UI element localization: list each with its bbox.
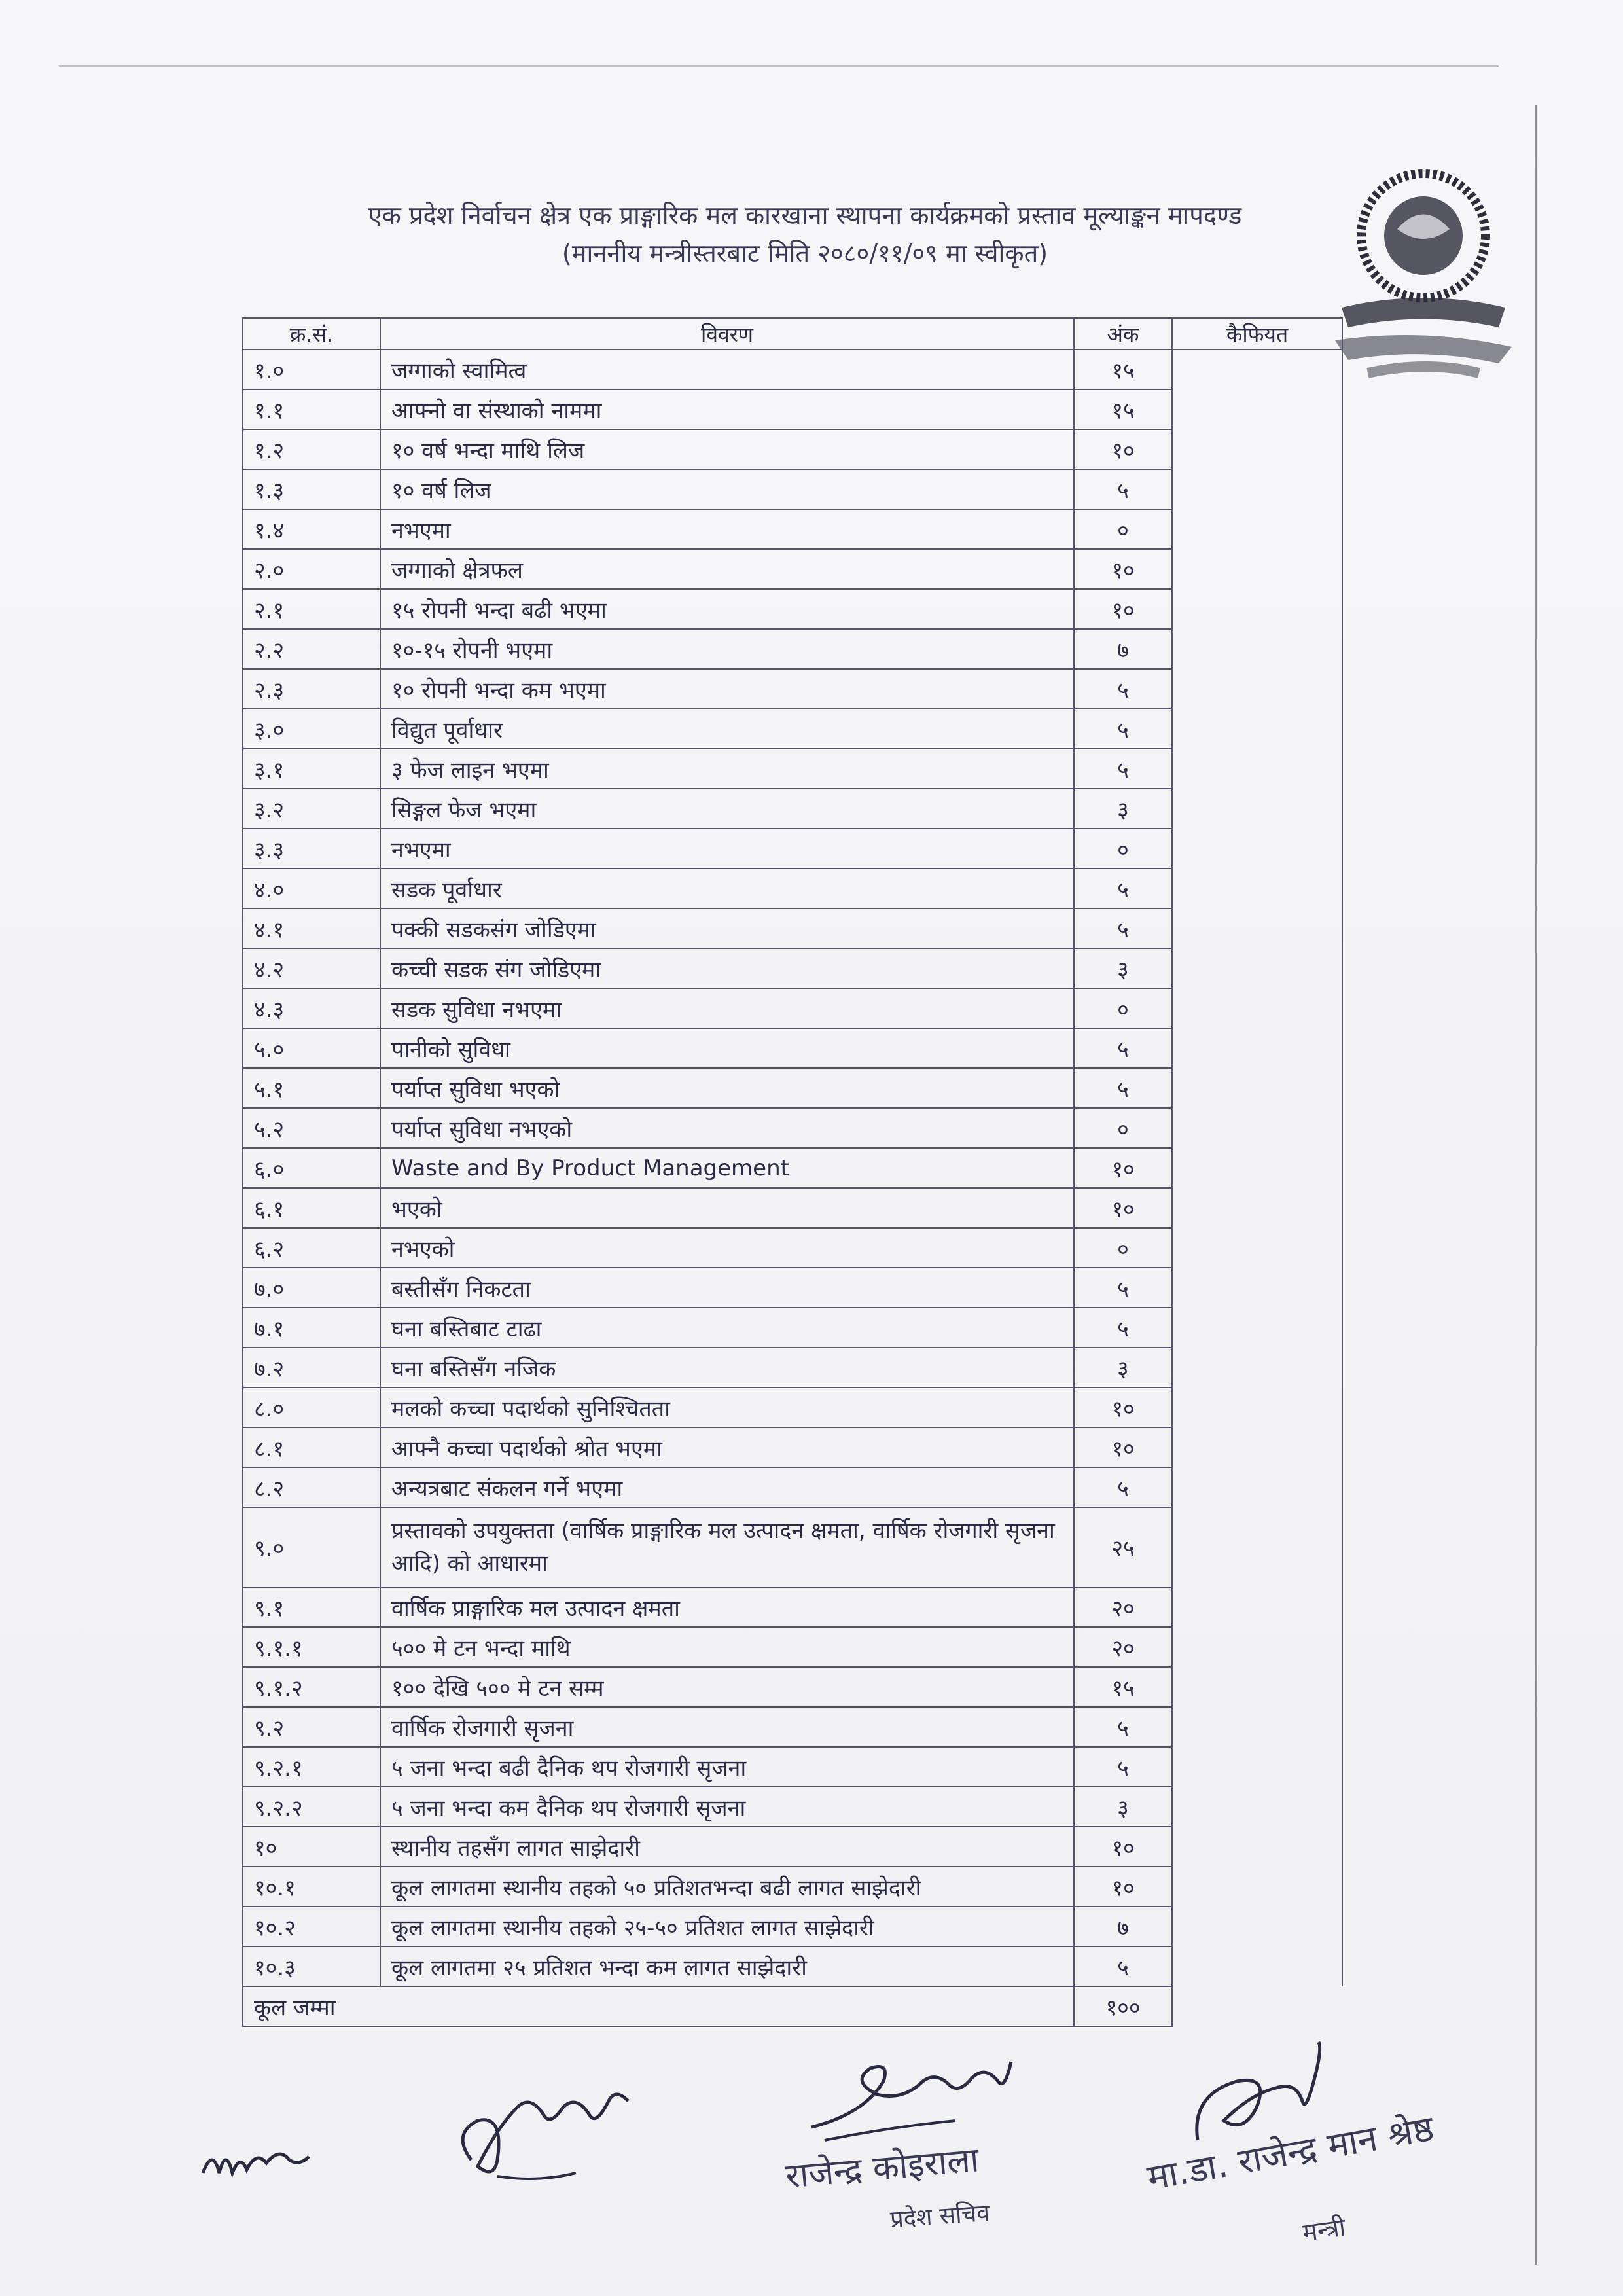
row-description: १० वर्ष भन्दा माथि लिज xyxy=(380,429,1074,469)
row-serial-no: २.३ xyxy=(243,669,380,709)
row-serial-no: ३.३ xyxy=(243,829,380,869)
secretary-title: प्रदेश सचिव xyxy=(889,2199,991,2234)
remarks-column xyxy=(1172,350,1342,1986)
row-serial-no: १.० xyxy=(243,350,380,389)
official-seal-stamp xyxy=(1315,157,1531,406)
row-description: आफ्नो वा संस्थाको नाममा xyxy=(380,389,1074,429)
row-score: ० xyxy=(1074,1108,1172,1148)
table-body xyxy=(243,350,1342,1986)
row-serial-no: ६.० xyxy=(243,1148,380,1188)
row-serial-no: ९.१ xyxy=(243,1587,380,1627)
row-score: १० xyxy=(1074,1827,1172,1867)
signature-1 xyxy=(196,2114,327,2193)
row-description: Waste and By Product Management xyxy=(380,1148,1074,1188)
row-score: ५ xyxy=(1074,1747,1172,1787)
row-score: १० xyxy=(1074,429,1172,469)
row-score: १० xyxy=(1074,549,1172,589)
row-description: मलको कच्चा पदार्थको सुनिश्चितता xyxy=(380,1388,1074,1427)
row-score: ५ xyxy=(1074,1707,1172,1747)
row-serial-no: १०.१ xyxy=(243,1867,380,1907)
row-description: ५ जना भन्दा बढी दैनिक थप रोजगारी सृजना xyxy=(380,1747,1074,1787)
row-serial-no: २.२ xyxy=(243,629,380,669)
signature-3 xyxy=(798,2049,1021,2147)
row-serial-no: ५.० xyxy=(243,1028,380,1068)
row-serial-no: ५.१ xyxy=(243,1068,380,1108)
row-serial-no: १.२ xyxy=(243,429,380,469)
row-serial-no: १०.३ xyxy=(243,1946,380,1986)
row-description: पर्याप्त सुविधा भएको xyxy=(380,1068,1074,1108)
row-serial-no: ३.२ xyxy=(243,789,380,829)
row-description: घना बस्तिबाट टाढा xyxy=(380,1308,1074,1348)
row-score: ३ xyxy=(1074,789,1172,829)
row-description: १०० देखि ५०० मे टन सम्म xyxy=(380,1667,1074,1707)
row-score: ५ xyxy=(1074,1068,1172,1108)
right-margin-line xyxy=(1535,105,1537,2265)
row-description: ३ फेज लाइन भएमा xyxy=(380,749,1074,789)
row-description: १०-१५ रोपनी भएमा xyxy=(380,629,1074,669)
minister-title: मन्त्री xyxy=(1300,2212,1347,2248)
row-description: पानीको सुविधा xyxy=(380,1028,1074,1068)
row-serial-no: १०.२ xyxy=(243,1907,380,1946)
row-serial-no: ९.२.१ xyxy=(243,1747,380,1787)
total-row xyxy=(243,1986,1342,2026)
row-serial-no: ९.१.१ xyxy=(243,1627,380,1667)
row-serial-no: २.० xyxy=(243,549,380,589)
row-score: ५ xyxy=(1074,869,1172,908)
row-score: ० xyxy=(1074,509,1172,549)
row-serial-no: १.१ xyxy=(243,389,380,429)
row-description: अन्यत्रबाट संकलन गर्ने भएमा xyxy=(380,1467,1074,1507)
row-serial-no: ४.२ xyxy=(243,948,380,988)
row-description: ५ जना भन्दा कम दैनिक थप रोजगारी सृजना xyxy=(380,1787,1074,1827)
row-serial-no: ७.१ xyxy=(243,1308,380,1348)
row-score: १० xyxy=(1074,1148,1172,1188)
row-score: १० xyxy=(1074,589,1172,629)
row-description: नभएको xyxy=(380,1228,1074,1268)
total-remarks-cell xyxy=(1172,1986,1342,2026)
row-serial-no: ८.२ xyxy=(243,1467,380,1507)
row-serial-no: ८.० xyxy=(243,1388,380,1427)
top-divider xyxy=(59,65,1499,67)
row-serial-no: ४.३ xyxy=(243,988,380,1028)
row-description: १० वर्ष लिज xyxy=(380,469,1074,509)
row-description: सिङ्गल फेज भएमा xyxy=(380,789,1074,829)
row-description: सडक पूर्वाधार xyxy=(380,869,1074,908)
row-serial-no: १.४ xyxy=(243,509,380,549)
row-description: जग्गाको स्वामित्व xyxy=(380,350,1074,389)
row-description: १५ रोपनी भन्दा बढी भएमा xyxy=(380,589,1074,629)
row-description: विद्युत पूर्वाधार xyxy=(380,709,1074,749)
row-serial-no: ७.० xyxy=(243,1268,380,1308)
row-score: ५ xyxy=(1074,709,1172,749)
row-description: नभएमा xyxy=(380,509,1074,549)
row-description: कूल लागतमा स्थानीय तहको ५० प्रतिशतभन्दा बढी लागत साझेदारी xyxy=(380,1867,1074,1907)
row-score: ५ xyxy=(1074,1268,1172,1308)
row-score: ७ xyxy=(1074,629,1172,669)
table-header-row xyxy=(243,318,1342,350)
row-serial-no: ६.२ xyxy=(243,1228,380,1268)
row-score: १० xyxy=(1074,1427,1172,1467)
evaluation-criteria-table xyxy=(242,317,1343,2027)
row-serial-no: १.३ xyxy=(243,469,380,509)
row-serial-no: ५.२ xyxy=(243,1108,380,1148)
row-serial-no: २.१ xyxy=(243,589,380,629)
row-description: घना बस्तिसँग नजिक xyxy=(380,1348,1074,1388)
row-score: २० xyxy=(1074,1587,1172,1627)
row-serial-no: ९.० xyxy=(243,1507,380,1587)
row-score: ५ xyxy=(1074,669,1172,709)
header-score: अंक xyxy=(1074,318,1172,350)
total-label: कूल जम्मा xyxy=(243,1986,1074,2026)
row-description: सडक सुविधा नभएमा xyxy=(380,988,1074,1028)
header-description: विवरण xyxy=(380,318,1074,350)
row-score: २० xyxy=(1074,1627,1172,1667)
row-score: १० xyxy=(1074,1188,1172,1228)
row-score: १५ xyxy=(1074,1667,1172,1707)
row-serial-no: ८.१ xyxy=(243,1427,380,1467)
row-score: ० xyxy=(1074,829,1172,869)
row-serial-no: ३.१ xyxy=(243,749,380,789)
row-description: जग्गाको क्षेत्रफल xyxy=(380,549,1074,589)
row-score: १० xyxy=(1074,1867,1172,1907)
row-score: ३ xyxy=(1074,948,1172,988)
title-line-1: एक प्रदेश निर्वाचन क्षेत्र एक प्राङ्गारिक मल कारखाना स्थापना कार्यक्रमको प्रस्ताव मूल्याङ्कन मापदण्ड xyxy=(368,201,1242,230)
row-score: ३ xyxy=(1074,1348,1172,1388)
row-description: वार्षिक प्राङ्गारिक मल उत्पादन क्षमता xyxy=(380,1587,1074,1627)
row-description: स्थानीय तहसँग लागत साझेदारी xyxy=(380,1827,1074,1867)
row-score: ५ xyxy=(1074,749,1172,789)
row-description: कूल लागतमा स्थानीय तहको २५-५० प्रतिशत लागत साझेदारी xyxy=(380,1907,1074,1946)
header-serial-no: क्र.सं. xyxy=(243,318,380,350)
row-score: ५ xyxy=(1074,1308,1172,1348)
total-score: १०० xyxy=(1074,1986,1172,2026)
row-serial-no: ३.० xyxy=(243,709,380,749)
row-serial-no: ४.० xyxy=(243,869,380,908)
row-serial-no: ९.१.२ xyxy=(243,1667,380,1707)
row-description: कच्ची सडक संग जोडिएमा xyxy=(380,948,1074,988)
row-description: पर्याप्त सुविधा नभएको xyxy=(380,1108,1074,1148)
row-description: बस्तीसँग निकटता xyxy=(380,1268,1074,1308)
row-score: २५ xyxy=(1074,1507,1172,1587)
header-remarks: कैफियत xyxy=(1172,318,1342,350)
row-score: ० xyxy=(1074,988,1172,1028)
row-description: पक्की सडकसंग जोडिएमा xyxy=(380,908,1074,948)
row-score: ५ xyxy=(1074,469,1172,509)
row-description: भएको xyxy=(380,1188,1074,1228)
row-score: १० xyxy=(1074,1388,1172,1427)
row-description: ५०० मे टन भन्दा माथि xyxy=(380,1627,1074,1667)
row-serial-no: ६.१ xyxy=(243,1188,380,1228)
row-description: नभएमा xyxy=(380,829,1074,869)
row-score: ५ xyxy=(1074,908,1172,948)
row-score: ५ xyxy=(1074,1946,1172,1986)
row-description: कूल लागतमा २५ प्रतिशत भन्दा कम लागत साझेदारी xyxy=(380,1946,1074,1986)
document-title xyxy=(249,196,1361,272)
row-score: १५ xyxy=(1074,350,1172,389)
row-description: आफ्नै कच्चा पदार्थको श्रोत भएमा xyxy=(380,1427,1074,1467)
row-serial-no: १० xyxy=(243,1827,380,1867)
row-description: १० रोपनी भन्दा कम भएमा xyxy=(380,669,1074,709)
row-serial-no: ९.२.२ xyxy=(243,1787,380,1827)
row-description: प्रस्तावको उपयुक्तता (वार्षिक प्राङ्गारिक मल उत्पादन क्षमता, वार्षिक रोजगारी सृजना आदि) को आधारमा xyxy=(380,1507,1074,1587)
signature-2 xyxy=(445,2062,641,2186)
row-description: वार्षिक रोजगारी सृजना xyxy=(380,1707,1074,1747)
minister-name: मा.डा. राजेन्द्र मान श्रेष्ठ xyxy=(1144,2107,1437,2198)
row-score: ७ xyxy=(1074,1907,1172,1946)
secretary-name: राजेन्द्र कोइराला xyxy=(784,2140,981,2197)
row-serial-no: ९.२ xyxy=(243,1707,380,1747)
row-score: ३ xyxy=(1074,1787,1172,1827)
table-row xyxy=(243,350,1342,389)
title-line-2: (माननीय मन्त्रीस्तरबाट मिति २०८०/११/०९ मा स्वीकृत) xyxy=(562,239,1048,268)
row-score: ० xyxy=(1074,1228,1172,1268)
row-score: ५ xyxy=(1074,1028,1172,1068)
row-serial-no: ७.२ xyxy=(243,1348,380,1388)
row-score: ५ xyxy=(1074,1467,1172,1507)
row-score: १५ xyxy=(1074,389,1172,429)
row-serial-no: ४.१ xyxy=(243,908,380,948)
